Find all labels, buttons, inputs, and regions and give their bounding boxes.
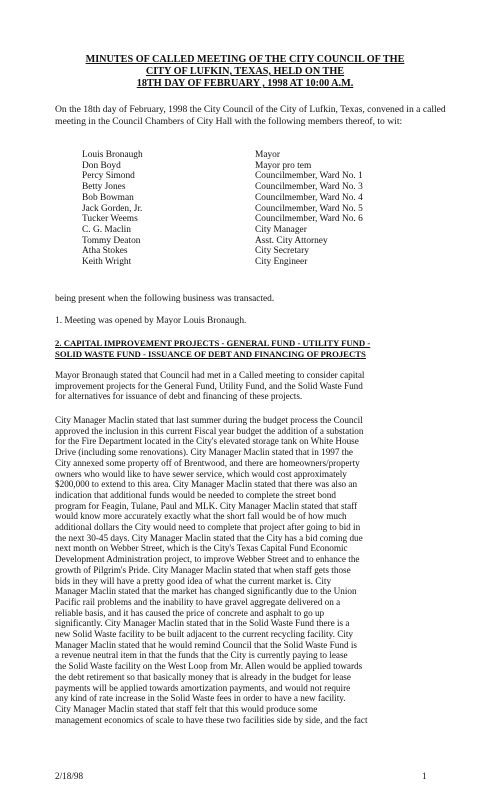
roster-name: Percy Simond <box>82 171 135 182</box>
paragraph-line: a revenue neutral item in that the funds that the City is currently paying to lease <box>55 650 348 661</box>
roster-title: Mayor <box>255 150 280 160</box>
paragraph-line: $200,000 to extend to this area. City Manager Maclin stated that there was also an <box>55 479 358 490</box>
paragraph-line: would know more accurately exactly what the short fall would be of how much <box>55 511 347 522</box>
intro-paragraph: On the 18th day of February, 1998 the City Council of the City of Lufkin, Texas, convened in a called meeting in the Council Chambers of City Hall with the following members thereof, to wit: <box>55 104 446 127</box>
title-line-1: MINUTES OF CALLED MEETING OF THE CITY COUNCIL OF THE <box>85 54 405 65</box>
page-number: 1 <box>422 771 427 781</box>
paragraph-line: owners who would like to have sewer service, which would cost approximately <box>55 468 347 479</box>
roster-name: Jack Gorden, Jr. <box>82 203 143 214</box>
paragraph-line: new Solid Waste facility to be built adjacent to the current recycling facility. City <box>55 629 354 640</box>
paragraph-line: Development Administration project, to improve Webber Street and to enhance the <box>55 554 360 565</box>
item2-line-1: 2. CAPITAL IMPROVEMENT PROJECTS - GENERAL FUND - UTILITY FUND - <box>55 338 371 348</box>
roster-title: Mayor pro tem <box>255 160 312 171</box>
paragraph-line: Pacific rail problems and the inability to have gravel aggregate delivered on a <box>55 596 341 607</box>
footer-date: 2/18/98 <box>55 771 84 781</box>
paragraph-line: significantly. City Manager Maclin stated that in the Solid Waste Fund there is a <box>55 618 350 629</box>
roster-name: Bob Bowman <box>82 192 134 203</box>
attendance-roster <box>82 150 382 268</box>
title-line-2: CITY OF LUFKIN, TEXAS, HELD ON THE <box>145 66 345 77</box>
roster-name: Don Boyd <box>82 160 121 171</box>
roster-title: Councilmember, Ward No. 3 <box>255 182 363 193</box>
maclin-paragraph <box>55 415 455 725</box>
roster-row <box>82 171 382 182</box>
paragraph-line: management economics of scale to have these two facilities side by side, and the fact <box>55 714 368 725</box>
roster-name: C. G. Maclin <box>82 224 131 235</box>
paragraph-line: for the Fire Department located in the City's elevated storage tank on White House <box>55 436 359 447</box>
paragraph-line: Manager Maclin stated that he would remind Council that the Solid Waste Fund is <box>55 639 357 650</box>
roster-row <box>82 214 382 225</box>
title-line-3: 18TH DAY OF FEBRUARY , 1998 AT 10:00 A.M. <box>136 78 354 89</box>
agenda-item-1: 1. Meeting was opened by Mayor Louis Bronaugh. <box>55 316 247 326</box>
paragraph-line: City Manager Maclin stated that staff felt that this would produce some <box>55 703 318 714</box>
roster-row <box>82 225 382 236</box>
paragraph-line: the Solid Waste facility on the West Loop from Mr. Allen would be applied towards <box>55 661 363 672</box>
roster-title: City Engineer <box>255 257 308 268</box>
paragraph-line: City annexed some property off of Brentwood, and there are homeowners/property <box>55 457 360 468</box>
roster-name: Betty Jones <box>82 182 126 193</box>
roster-row <box>82 161 382 172</box>
paragraph-line: the next 30-45 days. City Manager Maclin stated that the City has a bid coming due <box>55 532 363 543</box>
paragraph-line: for alternatives for issuance of debt and financing of these projects. <box>55 391 303 402</box>
roster-row <box>82 204 382 215</box>
paragraph-line: program for Feagin, Tulane, Paul and MLK. City Manager Maclin stated that staff <box>55 500 358 511</box>
roster-name: Atha Stokes <box>82 246 128 257</box>
roster-name: Tucker Weems <box>82 214 138 225</box>
roster-name: Louis Bronaugh <box>82 150 143 160</box>
roster-title: City Manager <box>255 224 307 235</box>
paragraph-line: the debt retirement so that basically money that is already in the budget for lease <box>55 671 351 682</box>
roster-row <box>82 150 382 161</box>
agenda-item-2-heading <box>55 338 455 359</box>
roster-title: Councilmember, Ward No. 5 <box>255 203 363 214</box>
paragraph-line: next month on Webber Street, which is the City's Texas Capital Fund Economic <box>55 543 348 554</box>
present-statement: being present when the following business was transacted. <box>55 294 275 304</box>
paragraph-line: City Manager Maclin stated that last summer during the budget process the Council <box>55 415 363 425</box>
roster-row <box>82 246 382 257</box>
paragraph-line: indication that additional funds would be needed to complete the street bond <box>55 489 336 500</box>
minutes-title <box>40 54 450 90</box>
roster-title: Councilmember, Ward No. 4 <box>255 192 363 203</box>
roster-name: Keith Wright <box>82 257 132 268</box>
bronaugh-paragraph <box>55 370 455 402</box>
paragraph-line: improvement projects for the General Fund, Utility Fund, and the Solid Waste Fund <box>55 380 363 391</box>
item2-line-2: SOLID WASTE FUND - ISSUANCE OF DEBT AND FINANCING OF PROJECTS <box>55 348 366 359</box>
paragraph-line: Drive (including some renovations). City Manager Maclin stated that in 1997 the <box>55 447 354 458</box>
roster-row <box>82 236 382 247</box>
roster-row <box>82 257 382 268</box>
paragraph-line: growth of Pilgrim's Pride. City Manager Maclin stated that when staff gets those <box>55 564 351 575</box>
paragraph-line: Manager Maclin stated that the market has changed significantly due to the Union <box>55 586 357 597</box>
paragraph-line: approved the inclusion in this current Fiscal year budget the addition of a substation <box>55 425 364 436</box>
roster-row <box>82 182 382 193</box>
paragraph-line: bids in they will have a pretty good idea of what the current market is. City <box>55 575 332 586</box>
roster-title: Councilmember, Ward No. 6 <box>255 214 363 225</box>
paragraph-line: reliable basis, and it has caused the price of concrete and asphalt to go up <box>55 607 325 618</box>
paragraph-line: payments will be applied towards amortization payments, and would not require <box>55 682 351 693</box>
roster-title: Councilmember, Ward No. 1 <box>255 171 363 182</box>
paragraph-line: any kind of rate increase in the Solid Waste fees in order to have a new facility. <box>55 693 346 704</box>
roster-title: Asst. City Attorney <box>255 235 328 246</box>
paragraph-line: additional dollars the City would need to complete that project after going to bid in <box>55 522 361 533</box>
roster-name: Tommy Deaton <box>82 235 141 246</box>
paragraph-line: Mayor Bronaugh stated that Council had met in a Called meeting to consider capital <box>55 370 365 380</box>
roster-title: City Secretary <box>255 246 309 257</box>
roster-row <box>82 193 382 204</box>
